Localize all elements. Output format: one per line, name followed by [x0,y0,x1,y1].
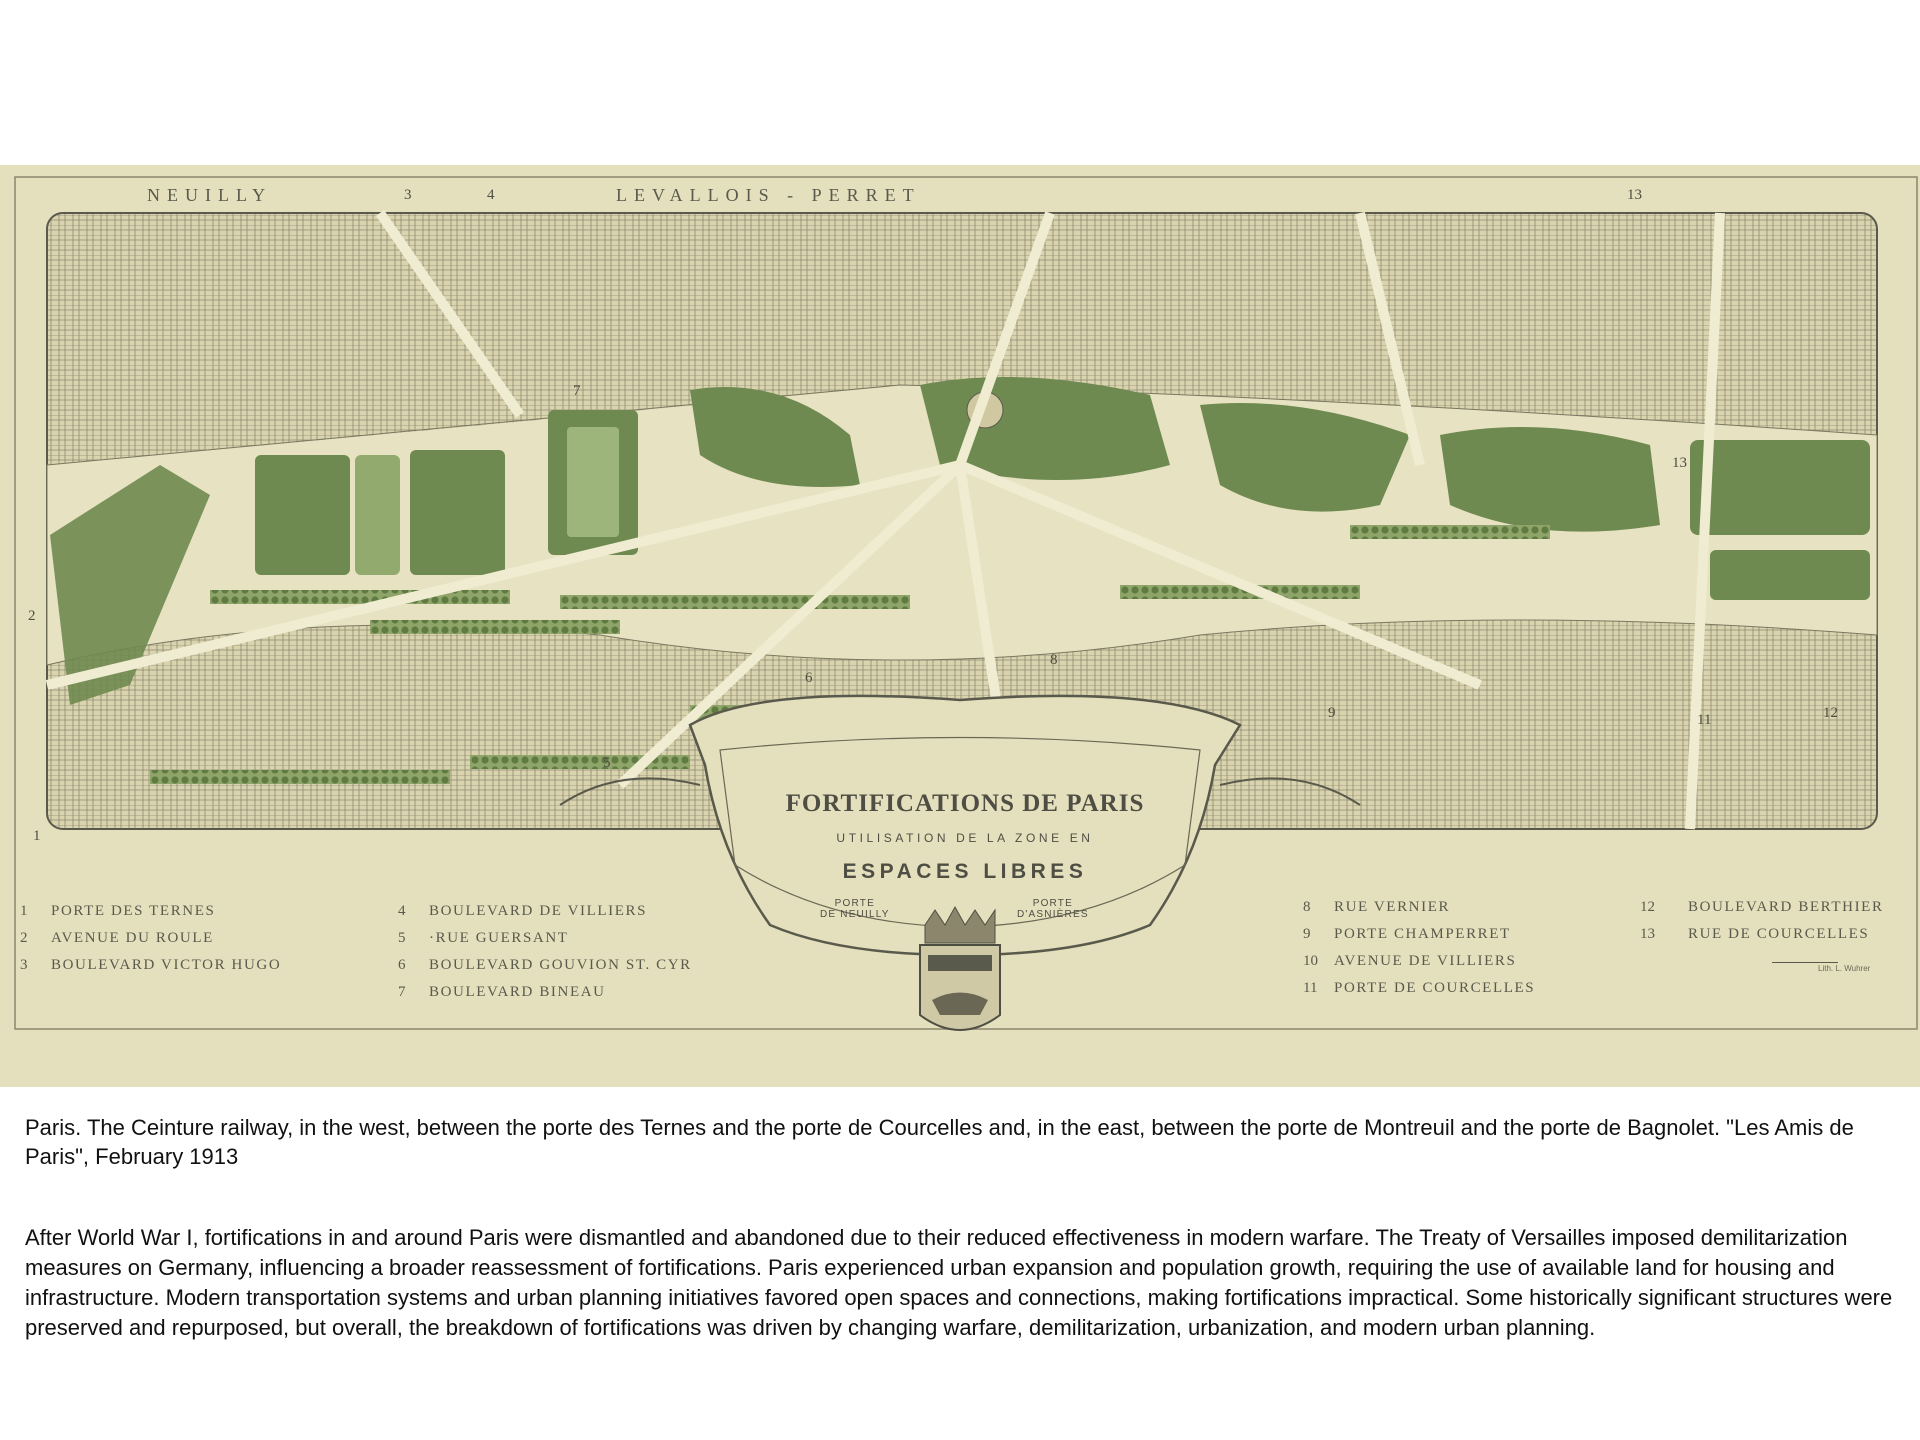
legend-rule [1772,962,1838,963]
legend-label: PORTE DES TERNES [51,903,216,919]
legend-label: ·RUE GUERSANT [429,930,569,946]
legend-number: 9 [1303,926,1311,942]
lithographer-credit: Lith. L. Wuhrer [1818,964,1871,973]
legend-number: 13 [1640,926,1655,942]
legend-label: AVENUE DU ROULE [51,930,214,946]
legend-number: 8 [1303,899,1311,915]
legend-number: 3 [20,957,28,973]
porte-de-neuilly-label [820,898,890,920]
caption-paragraph: After World War I, fortifications in and around Paris were dismantled and abandoned due to their reduced effectiveness in modern warfare. The Treaty of Versailles imposed demilitarization measures on Germany, influencing a broader reassessment of fortifications. Paris experienced urban expansion and population growth, requiring the use of available land for housing and infrastructure. Modern transportation systems and urban planning initiatives favored open spaces and connections, making fortifications impractical. Some historically significant structures were preserved and repurposed, but overall, the breakdown of fortifications was driven by changing warfare, demilitarization, urbanization, and modern urban planning. [25,1225,1893,1340]
cartouche-subtitle: UTILISATION DE LA ZONE EN [836,831,1094,845]
label-levallois-perret: LEVALLOIS - PERRET [616,185,921,205]
legend-item [398,898,692,925]
legend-item [20,952,281,979]
legend-number: 7 [398,984,406,1000]
edge-number: 1 [33,828,41,844]
edge-number: 13 [1672,455,1687,471]
porte-left-line2: DE NEUILLY [820,909,890,920]
legend-number: 12 [1640,899,1655,915]
porte-left-line1: PORTE [834,898,875,909]
edge-number: 8 [1050,652,1058,668]
legend-label: BOULEVARD DE VILLIERS [429,903,648,919]
cartouche-main-title: ESPACES LIBRES [842,860,1088,883]
porte-d-asnieres-label [1017,898,1089,920]
edge-number: 4 [487,187,495,203]
legend-item [1303,921,1535,948]
legend-item [1640,921,1884,948]
legend-item [20,898,281,925]
legend-label: BOULEVARD VICTOR HUGO [51,957,282,973]
edge-number: 12 [1823,705,1838,721]
legend-label: AVENUE DE VILLIERS [1334,953,1517,969]
legend-label: PORTE CHAMPERRET [1334,926,1511,942]
legend-item [398,979,692,1006]
legend-item [20,925,281,952]
legend-column-2 [398,898,692,1006]
legend-column-1 [20,898,281,979]
legend-label: PORTE DE COURCELLES [1334,980,1536,996]
legend-column-3 [1303,894,1535,1002]
legend-column-4 [1640,894,1884,963]
legend-item [398,925,692,952]
edge-number: 2 [28,608,36,624]
legend-item [1303,948,1535,975]
legend-label: BOULEVARD GOUVION ST. CYR [429,957,692,973]
legend-label: BOULEVARD BINEAU [429,984,606,1000]
edge-number: 6 [805,670,813,686]
edge-number: 3 [404,187,412,203]
legend-number: 5 [398,930,406,946]
edge-number: 7 [573,383,581,399]
legend-label: RUE DE COURCELLES [1688,926,1870,942]
edge-number: 13 [1627,187,1642,203]
coat-of-arms [920,907,1000,1030]
map-plate [0,165,1920,1087]
legend-item [1303,975,1535,1002]
legend-item [1303,894,1535,921]
edge-number: 11 [1697,712,1712,728]
legend-item [1640,894,1884,921]
legend-label: BOULEVARD BERTHIER [1688,899,1884,915]
edge-number: 5 [603,755,611,771]
label-neuilly: NEUILLY [147,185,273,205]
cartouche-title: FORTIFICATIONS DE PARIS [785,790,1145,817]
legend-number: 6 [398,957,406,973]
legend-label: RUE VERNIER [1334,899,1451,915]
porte-right-line1: PORTE [1032,898,1073,909]
legend-number: 1 [20,903,28,919]
legend-number: 4 [398,903,406,919]
map-illustration [0,165,1920,1087]
legend-number: 10 [1303,953,1318,969]
legend-item [398,952,692,979]
caption-title: Paris. The Ceinture railway, in the west, between the porte des Ternes and the porte de Courcelles and, in the east, between the porte de Montreuil and the porte de Bagnolet. "Les Amis de Paris", February 1913 [25,1115,1854,1169]
porte-right-line2: D'ASNIÈRES [1017,909,1089,920]
legend-number: 11 [1303,980,1318,996]
legend-number: 2 [20,930,28,946]
edge-number: 9 [1328,705,1336,721]
